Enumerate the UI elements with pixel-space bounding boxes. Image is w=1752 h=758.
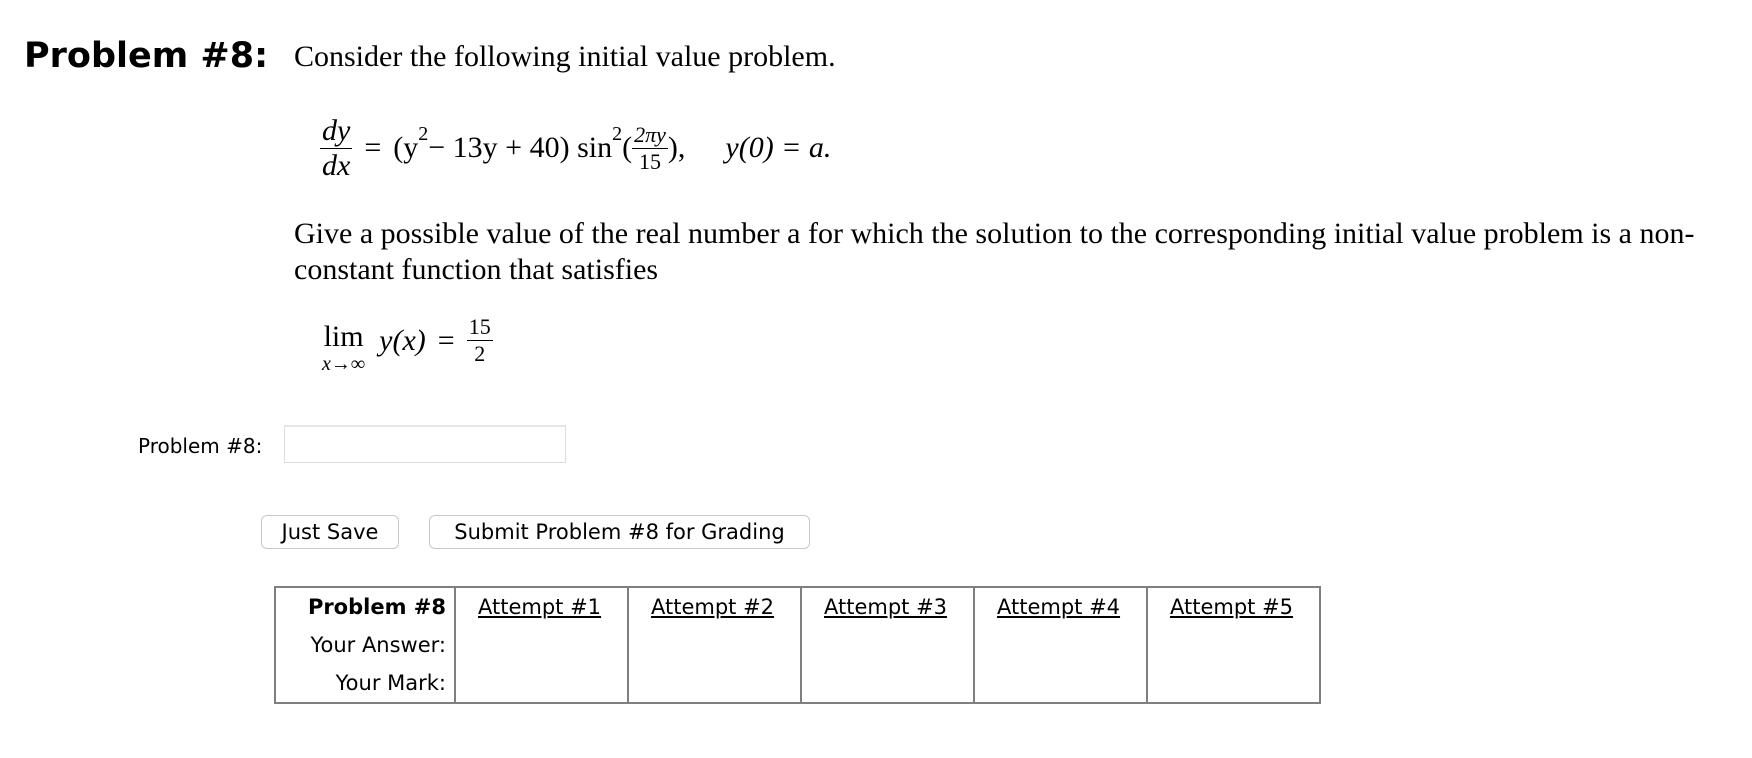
attempt-column-4: [974, 587, 1147, 703]
sin-arg-close: ): [667, 131, 678, 164]
sin-arg-open: (: [622, 131, 633, 164]
attempts-label-column: [275, 587, 455, 703]
attempt-column-1: [455, 587, 628, 703]
poly-exponent: 2: [418, 122, 429, 145]
derivative-denominator: dx: [322, 148, 351, 182]
attempt-2-link[interactable]: Attempt #2: [651, 595, 775, 619]
limit-function: y(x): [379, 323, 426, 357]
your-mark-label: Your Mark:: [335, 671, 446, 695]
problem-heading: Problem #8:: [24, 36, 269, 76]
attempt-5-link[interactable]: Attempt #5: [1170, 595, 1294, 619]
equation-equals: =: [364, 131, 382, 164]
derivative-numerator: dy: [322, 113, 351, 147]
submit-for-grading-button[interactable]: Submit Problem #8 for Grading: [429, 515, 810, 549]
limit-value-fraction: [467, 316, 493, 365]
limit-subscript: x→∞: [322, 353, 366, 375]
sin-argument-fraction: [632, 121, 668, 174]
limit-operator: [322, 322, 365, 374]
just-save-button[interactable]: Just Save: [261, 515, 399, 549]
limit-value-numerator: 15: [468, 314, 491, 339]
problem-question: Give a possible value of the real number a for which the solution to the corresponding initial value problem is a non-constant function that satisfies: [294, 217, 1695, 286]
your-answer-label: Your Answer:: [310, 633, 446, 657]
attempt-4-link[interactable]: Attempt #4: [997, 595, 1121, 619]
attempt-3-link[interactable]: Attempt #3: [824, 595, 948, 619]
attempt-column-5: [1147, 587, 1320, 703]
sin-argument-denominator: 15: [638, 148, 661, 174]
problem-intro: Consider the following initial value problem.: [294, 40, 836, 73]
equation-poly-open: (y: [393, 131, 419, 164]
differential-equation: [320, 112, 831, 184]
derivative-fraction: [320, 113, 352, 182]
attempts-table-header: Problem #8: [307, 595, 446, 619]
sin-exponent: 2: [612, 122, 623, 145]
limit-expression: [322, 314, 493, 375]
attempt-column-2: [628, 587, 801, 703]
equation-comma: ,: [677, 131, 686, 164]
answer-label: Problem #8:: [138, 434, 263, 458]
initial-condition: y(0) = a.: [725, 131, 832, 164]
limit-value-denominator: 2: [474, 341, 486, 366]
limit-equals: =: [437, 323, 455, 357]
attempt-column-3: [801, 587, 974, 703]
attempt-1-link[interactable]: Attempt #1: [478, 595, 602, 619]
equation-poly-rest: − 13y + 40) sin: [428, 131, 613, 164]
limit-lim: lim: [323, 320, 364, 353]
attempts-table: [274, 586, 1321, 704]
answer-input[interactable]: [284, 425, 566, 463]
sin-argument-numerator: 2πy: [634, 121, 666, 147]
